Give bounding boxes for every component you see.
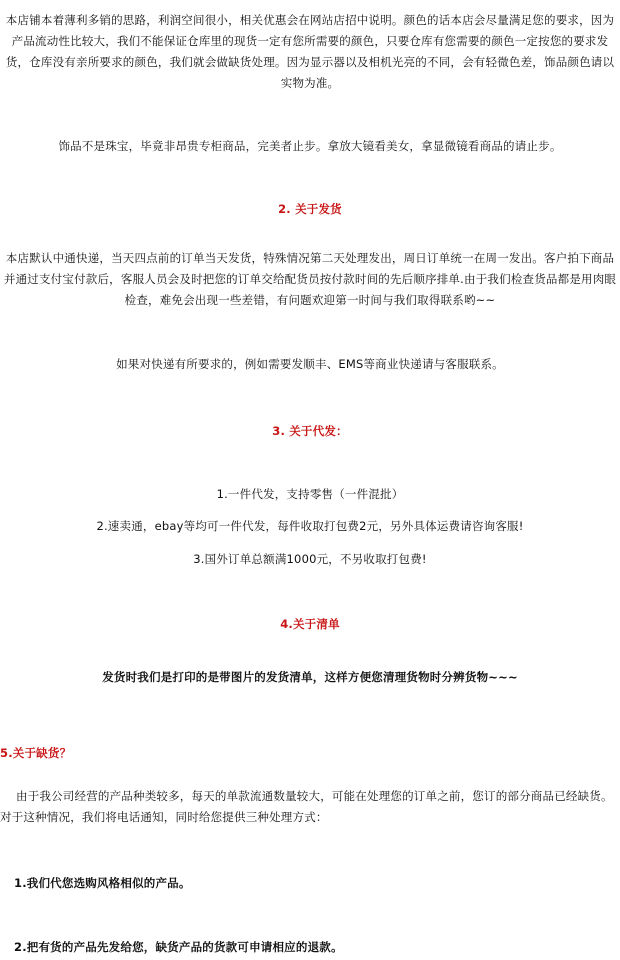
- jewelry-note: 饰品不是珠宝，毕竟非昂贵专柜商品，完美者止步。拿放大镜看美女，拿显微镜看商品的请止步。: [58, 139, 562, 153]
- dropship-item: 3.国外订单总额满1000元，不另收取打包费!: [193, 552, 427, 566]
- dropship-item: 2.速卖通，ebay等均可一件代发，每件收取打包费2元，另外具体运费请咨询客服!: [96, 519, 524, 533]
- out-of-stock-body: 由于我公司经营的产品种类较多，每天的单款流通数量较大，可能在处理您的订单之前，您订的部分商品已经缺货。对于这种情况，我们将电话通知，同时给您提供三种处理方式：: [0, 789, 613, 824]
- out-of-stock-option: 2.把有货的产品先发给您，缺货产品的货款可申请相应的退款。: [14, 940, 343, 954]
- shipping-heading: 2. 关于发货: [278, 202, 342, 216]
- packing-list-heading: 4.关于清单: [280, 617, 340, 631]
- packing-list-body: 发货时我们是打印的是带图片的发货清单，这样方便您清理货物时分辨货物~~~: [102, 670, 518, 684]
- dropship-item: 1.一件代发，支持零售（一件混批）: [216, 487, 404, 501]
- dropship-heading: 3. 关于代发：: [272, 424, 348, 438]
- shipping-note: 如果对快递有所要求的，例如需要发顺丰、EMS等商业快递请与客服联系。: [116, 357, 504, 371]
- out-of-stock-heading: 5.关于缺货？: [0, 746, 72, 760]
- shipping-body: 本店默认中通快递，当天四点前的订单当天发货，特殊情况第二天处理发出，周日订单统一在周一发出。客户拍下商品并通过支付宝付款后，客服人员会及时把您的订单交给配货员按付款时间的先后顺序排单.由于我们检查货品都是用肉眼检查，难免会出现一些差错，有问题欢迎第一时间与我们取得联系哟~~: [3, 251, 617, 307]
- out-of-stock-option: 1.我们代您选购风格相似的产品。: [14, 876, 191, 890]
- intro-paragraph: 本店铺本着薄利多销的思路，利润空间很小，相关优惠会在网站店招中说明。颜色的话本店会尽量满足您的要求，因为产品流动性比较大，我们不能保证仓库里的现货一定有您所需要的颜色，只要仓库有您需要的颜色一定按您的要求发货，仓库没有亲所要求的颜色，我们就会做缺货处理。因为显示器以及相机光亮的不同，会有轻微色差，饰品颜色请以实物为准。: [5, 13, 615, 90]
